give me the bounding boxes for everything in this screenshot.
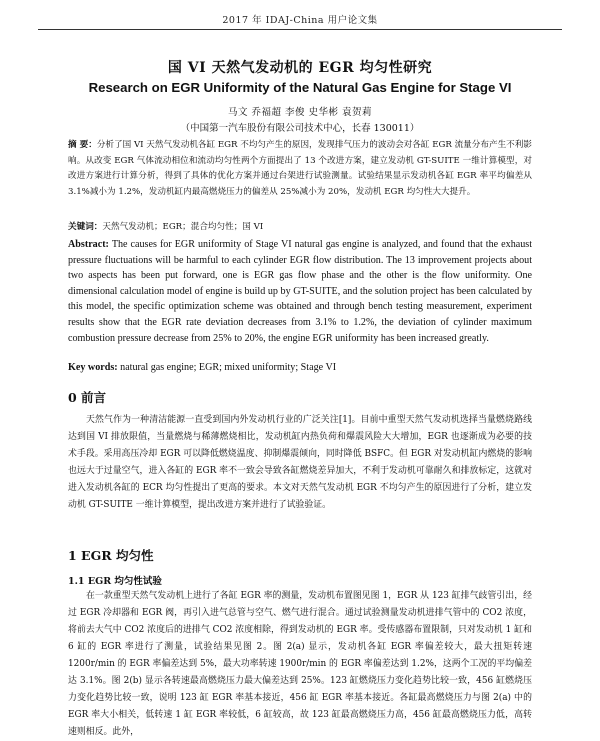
section-0-body: 天然气作为一种清洁能源一直受到国内外发动机行业的广泛关注[1]。目前中重型天然气发动机选择当量燃烧路线达到国 VI 排放限值，当量燃烧与稀薄燃烧相比，发动机缸内热负荷和爆震风险大大增加，EGR 也逐渐成为必要的技术手段。采用高压冷却 EGR 可以降低燃烧温度、抑制爆震倾向，同时降低 BSFC。但 EGR 对发动机缸内燃烧的影响也远大于过量空气，进入各缸的 EGR 率不一致会导致各缸燃烧差异加大，不利于发动机可靠耐久和排放标定，这就对进入发动机各缸的 ECR 均匀性提出了更高的要求。本文对天然气发动机 EGR 不均匀产生的原因进行了分析，建立发动机 GT-SUITE 一维计算模型，提出改进方案并进行了试验验证。	[68, 415, 532, 510]
keywords-chinese	[68, 220, 532, 236]
keywords-english-label: Key words:	[68, 362, 118, 373]
abstract-chinese	[68, 138, 532, 200]
affiliation: （中国第一汽车股份有限公司技术中心，长春 130011）	[180, 123, 420, 134]
abstract-chinese-text: 分析了国 VI 天然气发动机各缸 EGR 不均匀产生的原因，发现排气压力的波动会对各缸 EGR 流量分布产生不利影响。从改变 EGR 气体流动相位和流动均匀性两个方面提出了 13 个改进方案，建立发动机 GT-SUITE 一维计算模型，对改进方案进行计算分析，得到了具体的优化方案并通过台架进行试验测量。试验结果显示发动机各缸 EGR 率平均偏差从 3.1%减小为 1.2%，发动机缸内最高燃烧压力的偏差从 25%减小为 20%，发动机 EGR 均匀性大大提升。	[68, 140, 532, 197]
title-chinese: 国 VI 天然气发动机的 EGR 均匀性研究	[167, 60, 433, 76]
header-rule	[38, 29, 562, 30]
keywords-english-text: natural gas engine; EGR; mixed uniformity; Stage VI	[120, 362, 337, 373]
author-list: 马文 乔福超 李俊 史华彬 袁贺莉	[227, 107, 373, 118]
keywords-chinese-label: 关键词：	[68, 222, 103, 232]
abstract-english	[68, 237, 532, 346]
keywords-chinese-text: 天然气发动机；EGR；混合均匀性；国 VI	[102, 222, 264, 232]
section-1-1-body: 在一款重型天然气发动机上进行了各缸 EGR 率的测量，发动机布置图见图 1，EGR 从 123 缸排气歧管引出，经过 EGR 冷却器和 EGR 阀，再引入进气总管与空气、燃气进行混合。通过试验测量发动机进排气管中的 CO2 浓度，将前去大气中 CO2 浓度后的进排气 CO2 浓度相除，得到发动机的 EGR 率。受传感器布置限制，只对发动机 1 缸和 6 缸的 EGR 率进行了测量，试验结果见图 2。图 2(a) 显示，发动机各缸 EGR 率偏差较大，最大扭矩转速 1200r/min 的 EGR 率偏差达到 5%，最大功率转速 1900r/min 的 EGR 率偏差达到 1.2%，这两个工况的平均偏差达 3.1%。图 2(b) 显示各转速最高燃烧压力最大偏差达到 25%。123 缸燃烧压力变化趋势比较一致，456 缸燃烧压力变化趋势比较一致，说明 123 缸 EGR 率基本接近，456 缸 EGR 率基本接近。各缸最高燃烧压力与图 2(a) 中的 EGR 率大小相关，低转速 1 缸 EGR 率较低，6 缸较高，故 123 缸最高燃烧压力高，456 缸最高燃烧压力低，高转速则相反。此外，	[68, 591, 532, 737]
section-1-heading: 1 EGR 均匀性	[68, 548, 154, 563]
abstract-english-text: The causes for EGR uniformity of Stage VI natural gas engine is analyzed, and found that the exhaust pressure fluctuations will be harmful to each cylinder EGR flow distribution. The 13 improvement projects about two aspects has been put forward, one is EGR gas flow phase and the other is the flow uniformity. One dimensional calculation model of engine is build up by GT-SUITE, and the solution project has been calculated by this model, the specific optimization scheme was obtained and through bench testing measurement, experiment results show that the EGR rate deviation decreases from 3.1% to 1.2%, the deviation of cylinder maximum combustion pressure decrease from 25% to 20%, the engine EGR uniformity has been increased greatly.	[68, 239, 533, 344]
keywords-english	[68, 360, 532, 376]
abstract-english-label: Abstract:	[68, 239, 109, 250]
section-0-heading: 0 前言	[68, 390, 107, 405]
section-1-1-heading: 1.1 EGR 均匀性试验	[68, 576, 162, 587]
abstract-chinese-label: 摘 要：	[68, 140, 97, 150]
running-header: 2017 年 IDAJ-China 用户论文集	[222, 15, 378, 26]
title-english: Research on EGR Uniformity of the Natural Gas Engine for Stage VI	[88, 80, 512, 95]
